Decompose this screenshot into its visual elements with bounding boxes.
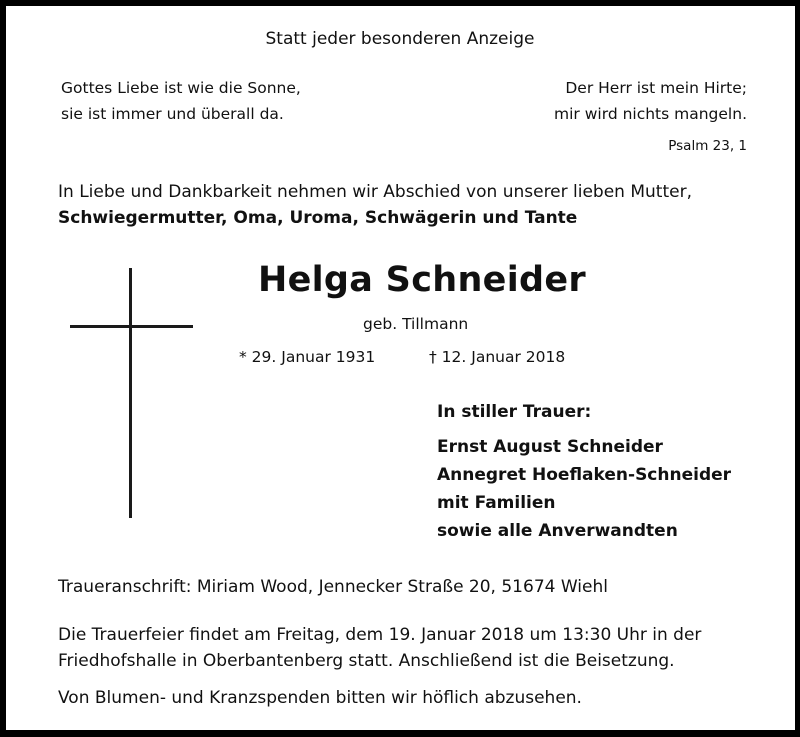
mourners-heading: In stiller Trauer: [437, 402, 592, 422]
mourner-name: sowie alle Anverwandten [437, 521, 678, 541]
intro-line-2: Schwiegermutter, Oma, Uroma, Schwägerin und Tante [58, 208, 578, 228]
mourner-name: mit Familien [437, 493, 556, 513]
mourner-name: Annegret Hoeflaken-Schneider [437, 465, 732, 485]
mourner-name: Ernst August Schneider [437, 437, 663, 457]
quote-right-line-1: Der Herr ist mein Hirte; [565, 79, 747, 97]
quote-left-line-2: sie ist immer und überall da. [61, 105, 284, 123]
mourning-address: Traueranschrift: Miriam Wood, Jennecker Straße 20, 51674 Wiehl [58, 577, 608, 597]
quote-right-source: Psalm 23, 1 [668, 138, 747, 154]
flowers-note: Von Blumen- und Kranzspenden bitten wir höflich abzusehen. [58, 688, 582, 708]
ceremony-line-2: Friedhofshalle in Oberbantenberg statt. Anschließend ist die Beisetzung. [58, 651, 675, 671]
cross-horizontal-bar [70, 325, 193, 328]
birth-name: geb. Tillmann [363, 315, 469, 333]
quote-left-line-1: Gottes Liebe ist wie die Sonne, [61, 79, 301, 97]
cross-vertical-bar [129, 268, 132, 518]
birth-date: * 29. Januar 1931 [239, 348, 376, 366]
ceremony-line-1: Die Trauerfeier findet am Freitag, dem 19. Januar 2018 um 13:30 Uhr in der [58, 625, 702, 645]
death-date: † 12. Januar 2018 [429, 348, 566, 366]
header-text: Statt jeder besonderen Anzeige [265, 29, 535, 49]
deceased-name: Helga Schneider [258, 260, 586, 300]
intro-line-1: In Liebe und Dankbarkeit nehmen wir Abschied von unserer lieben Mutter, [58, 182, 692, 202]
quote-right-line-2: mir wird nichts mangeln. [554, 105, 747, 123]
